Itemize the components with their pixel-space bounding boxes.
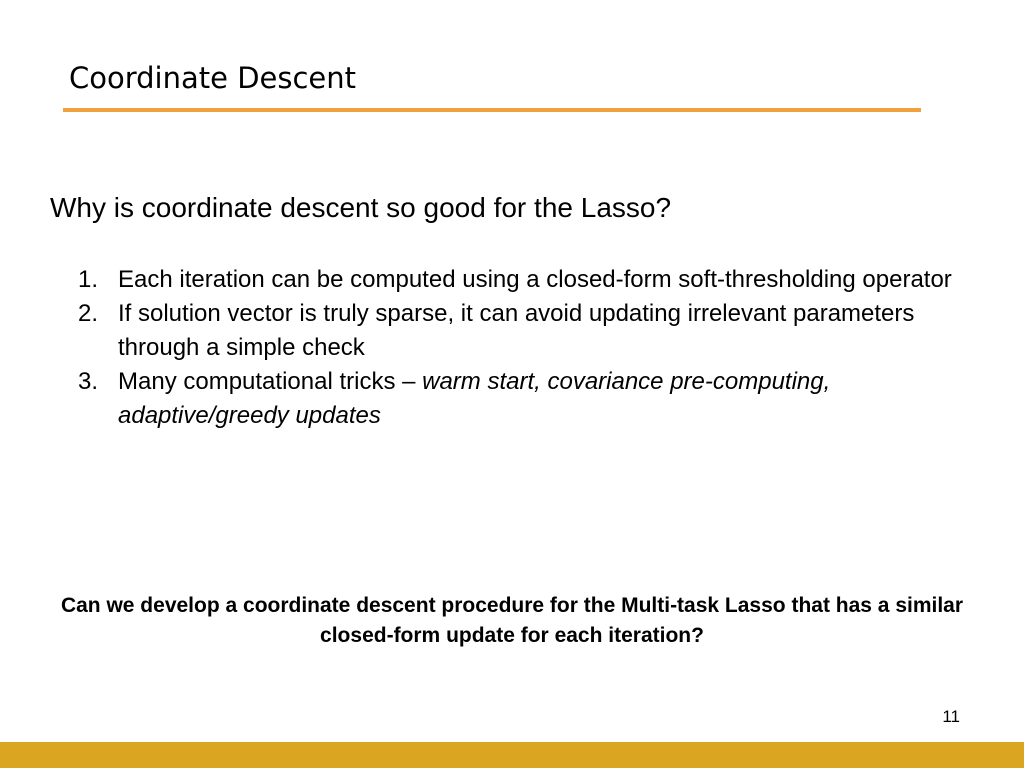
- reasons-list: [78, 263, 958, 433]
- slide-title: Coordinate Descent: [69, 61, 357, 95]
- footer-bar: [0, 742, 1024, 768]
- list-item-text-wrapper: [118, 365, 958, 433]
- title-underline: [63, 108, 921, 112]
- list-item: [78, 263, 958, 297]
- list-item: [78, 297, 958, 365]
- list-item: [78, 365, 958, 433]
- closing-question: Can we develop a coordinate descent procedure for the Multi-task Lasso that has a similar closed-form update for each iteration?: [60, 594, 964, 647]
- list-item-emphasis: warm start, covariance pre-computing, adaptive/greedy updates: [118, 368, 831, 429]
- list-item-number: 1.: [78, 266, 99, 293]
- lead-question: Why is coordinate descent so good for the Lasso?: [50, 192, 672, 223]
- list-item-text: Many computational tricks –: [118, 368, 423, 395]
- list-item-text: Each iteration can be computed using a closed-form soft-thresholding operator: [118, 266, 952, 293]
- list-item-text: If solution vector is truly sparse, it can avoid updating irrelevant parameters through a simple check: [118, 300, 915, 361]
- list-item-number: 3.: [78, 368, 99, 395]
- list-item-number: 2.: [78, 300, 99, 327]
- page-number: 11: [942, 707, 960, 726]
